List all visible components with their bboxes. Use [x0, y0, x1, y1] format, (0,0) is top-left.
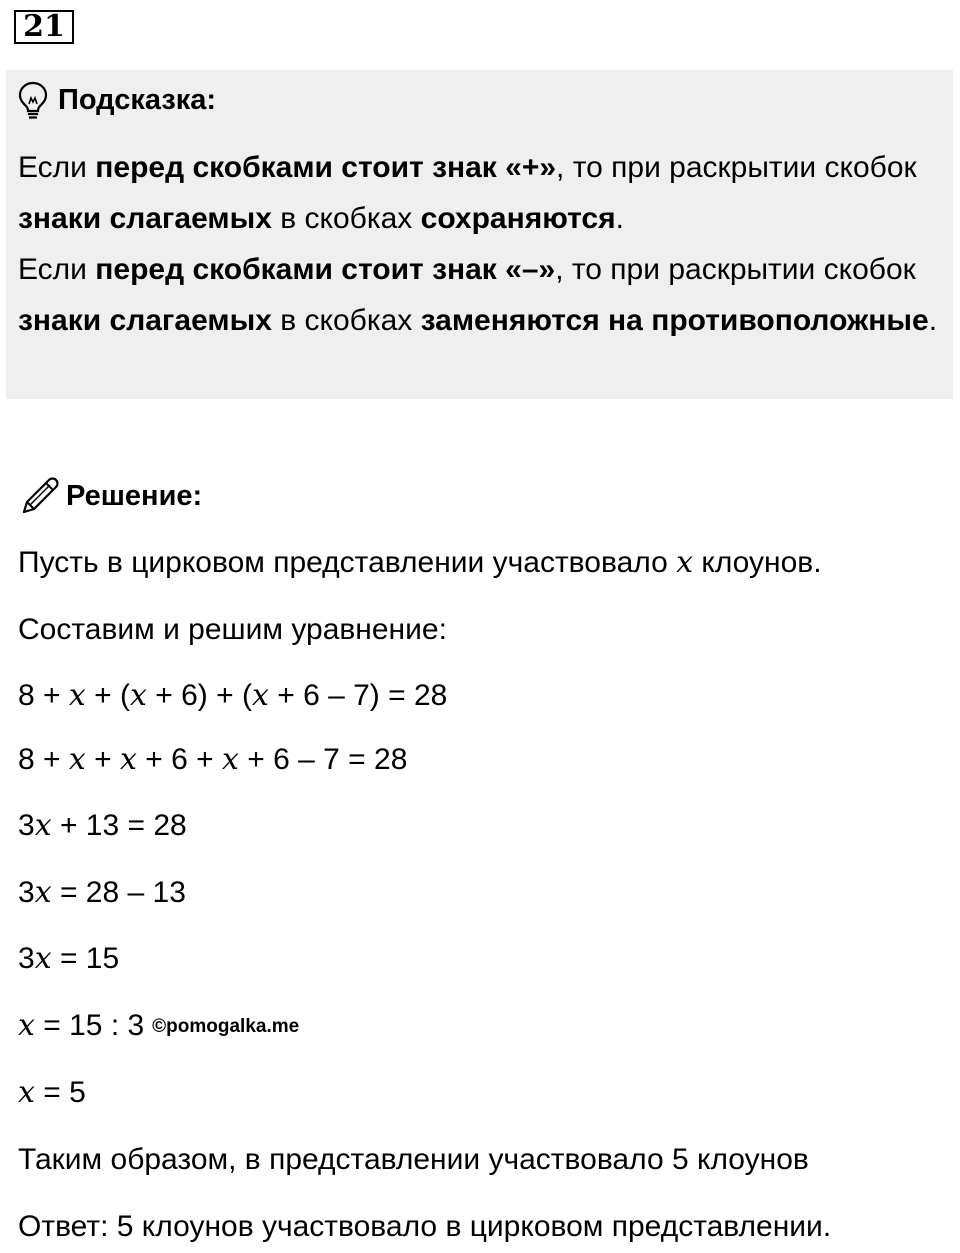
text-segment: Пусть в цирковом представлении участвовало — [18, 546, 677, 579]
hint-title: Подсказка: — [58, 83, 217, 116]
variable-x: x — [251, 678, 269, 713]
equation-6 — [18, 1008, 299, 1045]
hint-text-segment: Если — [18, 151, 96, 184]
eq-segment: = 28 – 13 — [51, 876, 186, 909]
variable-x: x — [222, 742, 239, 777]
equation-3 — [18, 808, 187, 844]
hint-paragraph-minus — [18, 244, 938, 346]
hint-bold-segment: знаки слагаемых — [18, 304, 272, 337]
eq-segment: 3 — [18, 876, 35, 909]
variable-x: x — [129, 678, 147, 713]
hint-text-segment: . — [928, 304, 938, 337]
equation-2 — [18, 742, 407, 778]
hint-bold-segment: заменяются на противоположные — [420, 304, 929, 337]
hint-bold-segment: перед скобками стоит знак «–» — [95, 253, 556, 286]
variable-x: x — [18, 1075, 35, 1110]
hint-text-segment: в скобках — [271, 304, 421, 337]
eq-segment: + 6 + — [136, 743, 222, 776]
hint-header — [16, 80, 216, 120]
hint-text-segment: , то при раскрытии скобок — [556, 151, 917, 184]
eq-segment: + — [85, 743, 120, 776]
eq-segment: 8 + — [18, 679, 69, 712]
variable-x: x — [34, 941, 52, 976]
pencil-icon — [18, 474, 62, 518]
eq-segment: + 6 – 7 = 28 — [238, 743, 408, 776]
watermark: ©pomogalka.me — [152, 1016, 300, 1037]
eq-segment: = 15 : 3 — [34, 1009, 145, 1042]
eq-segment: 3 — [18, 942, 35, 975]
hint-text — [18, 142, 938, 346]
hint-bold-segment: сохраняются — [420, 202, 616, 235]
equation-7 — [18, 1075, 86, 1111]
task-number: 21 — [14, 10, 74, 44]
hint-paragraph-plus — [18, 142, 938, 244]
equation-4 — [18, 875, 186, 911]
variable-x: x — [34, 875, 52, 910]
eq-segment: + 6) + ( — [146, 679, 252, 712]
variable-x: x — [120, 742, 137, 777]
solution-header — [18, 474, 202, 518]
hint-bold-segment: перед скобками стоит знак «+» — [95, 151, 557, 184]
variable-x: x — [18, 1008, 35, 1043]
variable-x: x — [68, 742, 86, 777]
hint-text-segment: . — [615, 202, 624, 235]
solution-intro — [18, 545, 822, 581]
hint-text-segment: в скобках — [271, 202, 421, 235]
solution-compose: Составим и решим уравнение: — [18, 613, 447, 646]
eq-segment: 8 + — [18, 743, 69, 776]
hint-text-segment: Если — [18, 253, 96, 286]
text-segment: клоунов. — [693, 546, 822, 579]
lightbulb-icon — [16, 80, 50, 120]
equation-5 — [18, 941, 119, 977]
eq-segment: 3 — [18, 809, 35, 842]
eq-segment: + ( — [85, 679, 130, 712]
eq-segment: = 15 — [51, 942, 120, 975]
equation-1 — [18, 678, 447, 714]
variable-x: x — [676, 545, 694, 580]
solution-answer: Ответ: 5 клоунов участвовало в цирковом представлении. — [18, 1210, 832, 1243]
eq-segment: + 6 – 7) = 28 — [268, 679, 448, 712]
eq-segment: + 13 = 28 — [51, 809, 187, 842]
hint-bold-segment: знаки слагаемых — [18, 202, 272, 235]
variable-x: x — [68, 678, 86, 713]
solution-title: Решение: — [66, 479, 203, 512]
eq-segment: = 5 — [34, 1076, 86, 1109]
variable-x: x — [34, 808, 52, 843]
hint-text-segment: , то при раскрытии скобок — [555, 253, 916, 286]
solution-conclusion: Таким образом, в представлении участвовало 5 клоунов — [18, 1143, 809, 1176]
